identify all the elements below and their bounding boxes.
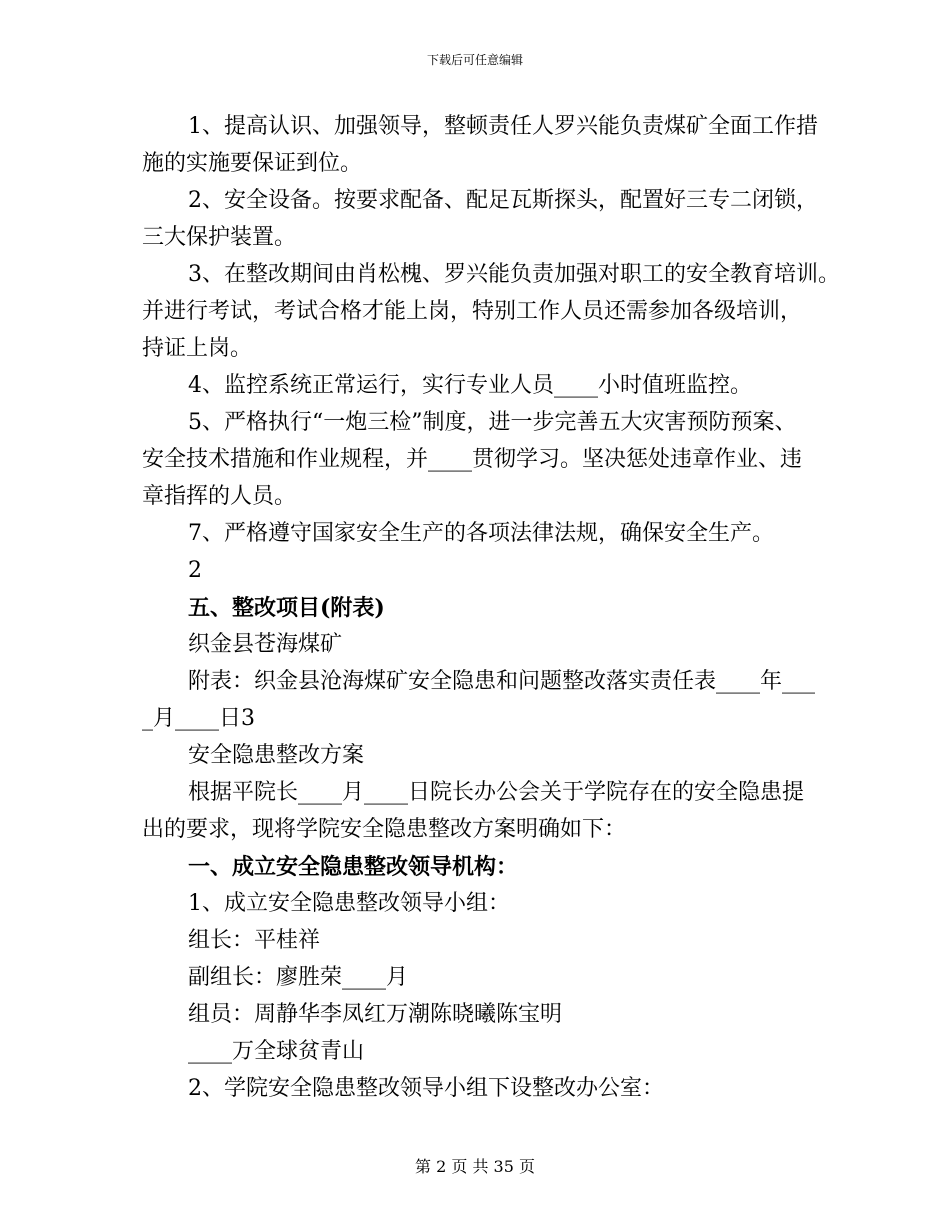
text-line: ____万全球贫青山	[188, 1039, 365, 1064]
text-line: 附表：织金县沧海煤矿安全隐患和问题整改落实责任表____年___	[188, 669, 816, 694]
text-line: 持证上岗。	[142, 336, 253, 361]
section-heading: 五、整改项目(附表)	[188, 595, 385, 621]
text-line: 织金县苍海煤矿	[188, 632, 343, 657]
text-line: 出的要求，现将学院安全隐患整改方案明确如下：	[142, 817, 627, 842]
text-line: 3、在整改期间由肖松槐、罗兴能负责加强对职工的安全教育培训。	[188, 262, 840, 287]
text-line: 1、提高认识、加强领导，整顿责任人罗兴能负责煤矿全面工作措	[188, 114, 818, 139]
text-line: _月____日3	[142, 706, 255, 731]
page-footer: 第 2 页 共 35 页	[415, 1157, 535, 1176]
text-line: 4、监控系统正常运行，实行专业人员____小时值班监控。	[188, 373, 752, 398]
text-line: 施的实施要保证到位。	[142, 151, 363, 176]
text-line: 副组长：廖胜荣____月	[188, 965, 409, 990]
text-line: 章指挥的人员。	[142, 484, 297, 509]
text-line: 5、严格执行“一炮三检”制度，进一步完善五大灾害预防预案、	[188, 410, 797, 435]
text-line: 三大保护装置。	[142, 225, 297, 250]
text-line: 2	[188, 558, 202, 583]
text-line: 7、严格遵守国家安全生产的各项法律法规，确保安全生产。	[188, 521, 774, 546]
page-header: 下载后可任意编辑	[426, 53, 523, 67]
text-line: 2、学院安全隐患整改领导小组下设整改办公室：	[188, 1076, 664, 1101]
text-line: 根据平院长____月____日院长办公会关于学院存在的安全隐患提	[188, 780, 805, 805]
document-body	[142, 112, 842, 1111]
text-line: 安全隐患整改方案	[188, 743, 365, 768]
section-heading: 一、成立安全隐患整改领导机构：	[188, 854, 519, 880]
text-line: 并进行考试，考试合格才能上岗，特别工作人员还需参加各级培训，	[142, 299, 803, 324]
text-line: 1、成立安全隐患整改领导小组：	[188, 891, 510, 916]
text-line: 组员：周静华李凤红万潮陈晓曦陈宝明	[188, 1002, 563, 1027]
text-line: 安全技术措施和作业规程，并____贯彻学习。坚决惩处违章作业、违	[142, 447, 803, 472]
text-line: 2、安全设备。按要求配备、配足瓦斯探头，配置好三专二闭锁，	[188, 188, 818, 213]
text-line: 组长：平桂祥	[188, 928, 321, 953]
